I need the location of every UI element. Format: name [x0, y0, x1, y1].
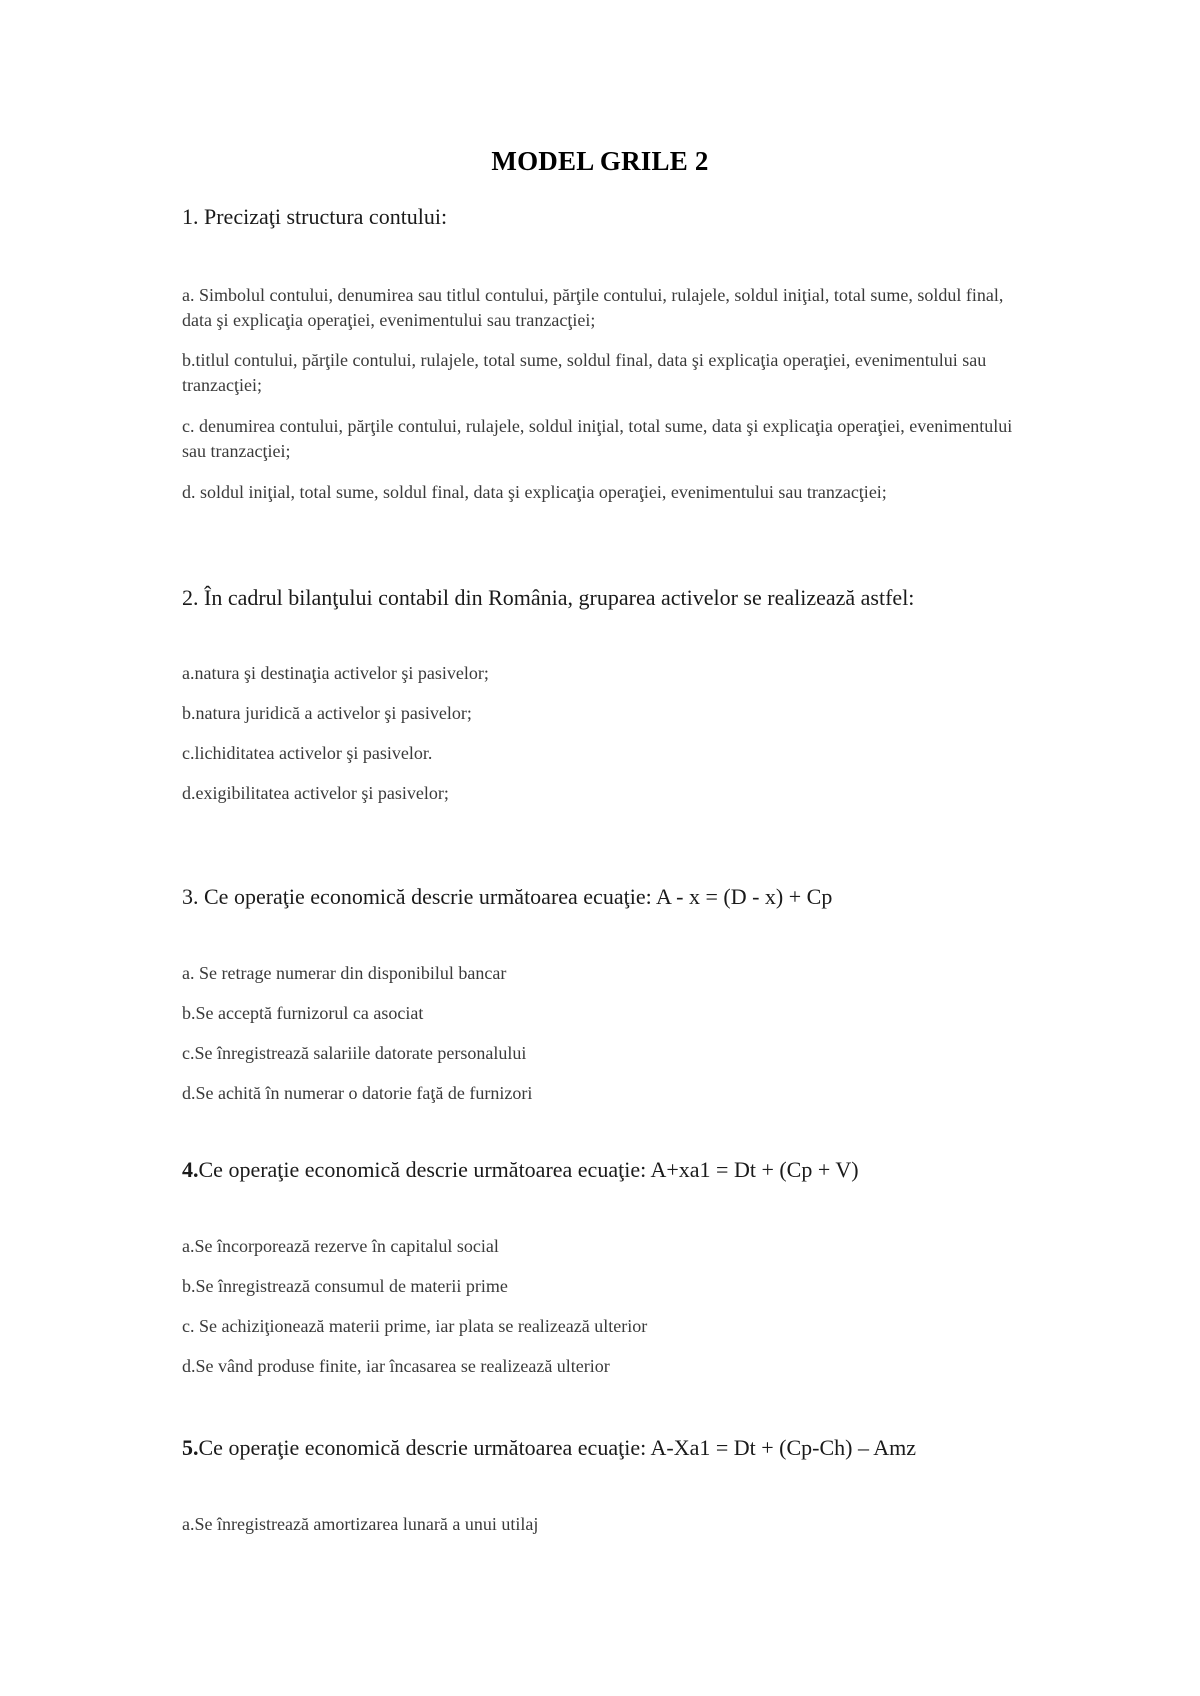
question-1: [182, 204, 447, 230]
question-2-option-d: d.exigibilitatea activelor şi pasivelor;: [182, 783, 449, 803]
question-3-option-d: d.Se achită în numerar o datorie faţă de furnizori: [182, 1083, 533, 1103]
question-3-text: Ce operaţie economică descrie următoarea ecuaţie: A - x = (D - x) + Cp: [204, 884, 833, 909]
question-1-option-c: c. denumirea contului, părţile contului, rulajele, soldul iniţial, total sume, data şi explicaţia operaţiei, evenimentului sau tranzacţiei;: [182, 416, 1013, 461]
question-3-option-a: a. Se retrage numerar din disponibilul bancar: [182, 963, 507, 983]
question-4-option-b: b.Se înregistrează consumul de materii prime: [182, 1276, 508, 1296]
question-1-option-a: a. Simbolul contului, denumirea sau titlul contului, părţile contului, rulajele, soldul iniţial, total sume, soldul final, data şi explicaţia operaţiei, evenimentului sau tranzacţiei;: [182, 285, 1004, 330]
question-4-option-a: a.Se încorporează rezerve în capitalul social: [182, 1236, 499, 1256]
question-3: [182, 884, 832, 910]
question-4-option-c: c. Se achiziţionează materii prime, iar plata se realizează ulterior: [182, 1316, 648, 1336]
question-5-option-a: a.Se înregistrează amortizarea lunară a unui utilaj: [182, 1514, 539, 1534]
question-2-text: În cadrul bilanţului contabil din România, gruparea activelor se realizează astfel:: [204, 585, 915, 610]
question-2-option-b: b.natura juridică a activelor şi pasivelor;: [182, 703, 472, 723]
question-2-number: 2.: [182, 585, 199, 610]
question-1-option-b: b.titlul contului, părţile contului, rulajele, total sume, soldul final, data şi explicaţia operaţiei, evenimentului sau tranzacţiei;: [182, 350, 987, 395]
question-1-option-d: d. soldul iniţial, total sume, soldul final, data şi explicaţia operaţiei, evenimentului sau tranzacţiei;: [182, 482, 887, 502]
question-5-number: 5.: [182, 1435, 199, 1460]
question-1-number: 1.: [182, 204, 199, 229]
question-2-option-a: a.natura şi destinaţia activelor şi pasivelor;: [182, 663, 489, 683]
question-4-text: Ce operaţie economică descrie următoarea ecuaţie: A+xa1 = Dt + (Cp + V): [198, 1157, 859, 1182]
question-5: [182, 1435, 916, 1461]
question-3-option-b: b.Se acceptă furnizorul ca asociat: [182, 1003, 424, 1023]
question-2-option-c: c.lichiditatea activelor şi pasivelor.: [182, 743, 433, 763]
document-title: MODEL GRILE 2: [491, 146, 709, 176]
question-4: [182, 1157, 859, 1183]
question-5-text: Ce operaţie economică descrie următoarea ecuaţie: A-Xa1 = Dt + (Cp-Ch) – Amz: [198, 1435, 917, 1460]
question-4-number: 4.: [182, 1157, 199, 1182]
question-2: [182, 585, 914, 611]
question-3-option-c: c.Se înregistrează salariile datorate personalului: [182, 1043, 527, 1063]
question-4-option-d: d.Se vând produse finite, iar încasarea se realizează ulterior: [182, 1356, 610, 1376]
question-1-text: Precizaţi structura contului:: [204, 204, 448, 229]
question-3-number: 3.: [182, 884, 199, 909]
